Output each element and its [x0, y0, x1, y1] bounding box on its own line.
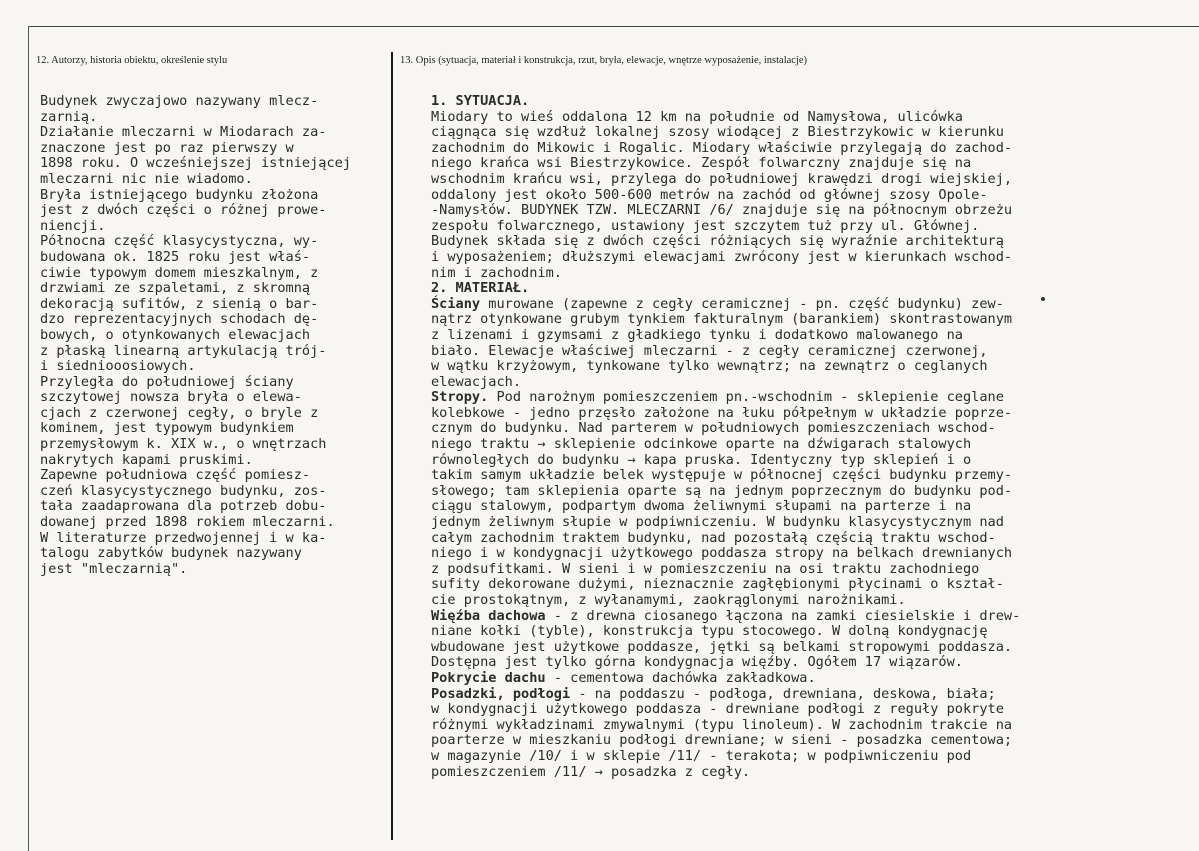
description-line	[431, 546, 1161, 562]
description-line-text: i wyposażeniem; dłuższymi elewacjami zwrócony jest w kierunkach wschod-	[431, 248, 1013, 265]
description-line-text: elewacjach.	[431, 373, 522, 390]
history-line: przemysłowym k. XIX w., o wnętrzach	[40, 436, 327, 453]
description-line-text: całym zachodnim traktem budynku, nad pozostałą częścią traktu wschod-	[431, 529, 996, 546]
description-line-heading: 2. MATERIAŁ.	[431, 280, 530, 297]
description-line	[431, 437, 1161, 453]
history-text	[40, 94, 385, 577]
history-line: ciwie typowym domem mieszkalnym, z	[40, 264, 319, 281]
section-13-heading: 13. Opis (sytuacja, materiał i konstrukcja, rzut, bryła, elewacje, wnętrze wyposażenie, instalacje)	[400, 55, 808, 66]
description-line	[431, 141, 1161, 157]
description-line-text: murowane (zapewne z cegły ceramicznej - pn. część budynku) zew-	[480, 295, 1004, 312]
description-line-text: pomieszczeniem /11/ → posadzka z cegły.	[431, 763, 751, 780]
history-line: kominem, jest typowym budynkiem	[40, 420, 294, 437]
description-line	[431, 718, 1161, 734]
history-line: 1898 roku. O wcześniejszej istniejącej	[40, 155, 351, 172]
description-line	[431, 749, 1161, 765]
history-line: mleczarni nic nie wiadomo.	[40, 170, 253, 187]
description-line	[431, 312, 1161, 328]
description-line-text: niane kołki (tyble), konstrukcja typu stocowego. W dolną kondygnację	[431, 623, 988, 640]
description-line	[431, 624, 1161, 640]
description-line	[431, 375, 1161, 391]
history-line: talogu zabytków budynek nazywany	[40, 545, 302, 562]
description-line-text: niego i w kondygnacji użytkowego poddasza stropy na belkach drewnianych	[431, 545, 1013, 562]
description-text	[431, 94, 1161, 780]
history-line: cjach z czerwonej cegły, o bryle z	[40, 404, 319, 421]
description-line-text: ciągu stalowym, podpartym dwoma żeliwnymi słupami na parterze i na	[431, 498, 972, 515]
description-line-text: cie prostokątnym, z wyłanamymi, zaokrąglonymi narożnikami.	[431, 592, 906, 608]
description-line	[431, 297, 1161, 313]
description-line-text: - z drewna ciosanego łączona na zamki ciesielskie i drew-	[545, 607, 1021, 624]
description-line-text: w wątku krzyżowym, tynkowane tylko wewnątrz; na zewnątrz o ceglanych	[431, 358, 988, 375]
description-line	[431, 562, 1161, 578]
description-line-text: w kondygnacji użytkowego poddasza - drewniane podłogi z reguły pokryte	[431, 701, 1004, 718]
history-line: Przyległa do południowej ściany	[40, 373, 294, 390]
description-line-heading: Więźba dachowa	[431, 607, 546, 624]
description-line	[431, 110, 1161, 126]
description-line-text: kolebkowe - jedno przęsło założone na łuku półpełnym w układzie poprze-	[431, 404, 1013, 421]
description-line	[431, 453, 1161, 469]
ink-speck	[1041, 297, 1045, 301]
description-line-text: wbudowane jest użytkowe poddasze, jętki są belkami stropowymi poddasza.	[431, 638, 1013, 655]
history-line: W literaturze przedwojennej i w ka-	[40, 529, 327, 546]
description-line-text: - cementowa dachówka zakładkowa.	[545, 669, 816, 686]
description-line-heading: Ściany	[431, 295, 481, 312]
description-line-text: oddalony jest około 500-600 metrów na zachód od głównej szosy Opole-	[431, 186, 988, 203]
form-frame-left	[28, 26, 29, 851]
description-line-text: Miodary to wieś oddalona 12 km na południe od Namysłowa, ulicówka	[431, 108, 963, 125]
description-line	[431, 421, 1161, 437]
history-line: Działanie mleczarni w Miodarach za-	[40, 124, 327, 141]
description-line	[431, 733, 1161, 749]
description-line-text: wschodnim krańcu wsi, przylega do południowej krawędzi drogi wiejskiej,	[431, 170, 1013, 187]
description-line-text: poarterze w mieszkaniu podłogi drewniane; w sieni - posadzka cementowa;	[431, 732, 1013, 749]
description-line	[431, 765, 1161, 781]
history-line: czeń klasycystycznego budynku, zos-	[40, 482, 327, 499]
description-line-text: -Namysłów. BUDYNEK TZW. MLECZARNI /6/ znajduje się na północnym obrzeżu	[431, 202, 1013, 219]
description-line	[431, 702, 1161, 718]
description-line	[431, 406, 1161, 422]
description-line	[431, 593, 1161, 609]
description-line-text: w magazynie /10/ i w sklepie /11/ - terakota; w podpiwniczeniu pod	[431, 747, 972, 764]
history-line: nakrytych kapami pruskimi.	[40, 451, 253, 468]
description-line	[431, 156, 1161, 172]
description-line	[431, 468, 1161, 484]
description-line-text: z podsufitkami. W sieni i w pomieszczeniu na osi traktu zachodniego	[431, 560, 980, 577]
description-line-text: Dostępna jest tylko górna kondygnacja więźby. Ogółem 17 wiązarów.	[431, 654, 963, 671]
description-line	[431, 671, 1161, 687]
description-line-heading: 1. SYTUACJA.	[431, 93, 530, 109]
description-line-text: słowego; tam sklepienia oparte są na jednym poprzecznym do budynku pod-	[431, 482, 1013, 499]
description-line-text: biało. Elewacje właściwej mleczarni - z cegły ceramicznej czerwonej,	[431, 342, 988, 359]
description-line	[431, 499, 1161, 515]
description-line-text: ciągnąca się wzdłuż lokalnej szosy wiodącej z Biestrzykowic w kierunku	[431, 124, 1004, 141]
description-line	[431, 655, 1161, 671]
history-line: tała zaadaprowana dla potrzeb dobu-	[40, 498, 327, 515]
description-line-text: niego krańca wsi Biestrzykowice. Zespół folwarczny znajduje się na	[431, 155, 972, 172]
description-line	[431, 390, 1161, 406]
description-line	[431, 484, 1161, 500]
description-line	[431, 125, 1161, 141]
description-line-text: różnymi wykładzinami zmywalnymi (typu linoleum). W zachodnim trakcie na	[431, 716, 1013, 733]
description-line	[431, 234, 1161, 250]
description-line-text: zespołu folwarcznego, ustawiony jest szczytem tuż przy ul. Głównej.	[431, 217, 980, 234]
description-line-text: - na poddaszu - podłoga, drewniana, deskowa, biała;	[570, 685, 996, 702]
description-line	[431, 266, 1161, 282]
history-line: Zapewne południowa część pomiesz-	[40, 467, 311, 484]
history-line: jest z dwóch części o różnej prowe-	[40, 202, 327, 219]
description-line-text: nim i zachodnim.	[431, 264, 562, 281]
history-line: niencji.	[40, 217, 106, 234]
history-line: bowych, o otynkowanych elewacjach	[40, 326, 311, 343]
description-line	[431, 687, 1161, 703]
description-line	[431, 640, 1161, 656]
description-line-text: Budynek składa się z dwóch części różniących się wyraźnie architekturą	[431, 233, 1004, 250]
description-line-text: sufity dekorowane dużymi, nieznacznie zagłębionymi płycinami o kształ-	[431, 576, 1004, 593]
history-line: z płaską linearną artykulacją trój-	[40, 342, 327, 359]
description-line-text: cznym do budynku. Nad parterem w południowych pomieszczeniach wschod-	[431, 420, 996, 437]
description-line-text: zachodnim do Mikowic i Rogalic. Miodary właściwie przylegają do zachod-	[431, 139, 1013, 156]
description-line-text: niego traktu → sklepienie odcinkowe oparte na dźwigarach stalowych	[431, 436, 972, 453]
description-line	[431, 609, 1161, 625]
history-line: jest "mleczarnią".	[40, 560, 188, 577]
description-line-text: z lizenami i gzymsami z gładkiego tynku i dodatkowo malowanego na	[431, 326, 963, 343]
description-line-text: jednym żeliwnym słupie w podpiwniczeniu. W budynku klasycystycznym nad	[431, 514, 1004, 531]
history-line: znaczone jest po raz pierwszy w	[40, 139, 294, 156]
history-line: dowanej przed 1898 rokiem mleczarni.	[40, 514, 335, 531]
description-line	[431, 94, 1161, 110]
description-line-text: nątrz otynkowane grubym tynkiem fakturalnym (barankiem) skontrastowanym	[431, 311, 1013, 328]
description-line	[431, 344, 1161, 360]
history-line: szczytowej nowsza bryła o elewa-	[40, 389, 302, 406]
description-line-heading: Pokrycie dachu	[431, 669, 546, 686]
history-line: Budynek zwyczajowo nazywany mlecz-	[40, 93, 319, 109]
description-line-heading: Posadzki, podłogi	[431, 685, 571, 702]
section-12-heading: 12. Autorzy, historia obiektu, określenie stylu	[36, 55, 228, 66]
history-line: zarnią.	[40, 108, 98, 125]
description-line-text: takim samym układzie belek występuje w północnej części budynku przemy-	[431, 467, 1013, 484]
history-line: dekoracją sufitów, z sienią o bar-	[40, 295, 319, 312]
history-line: Bryła istniejącego budynku złożona	[40, 186, 319, 203]
history-line: dzo reprezentacyjnych schodach dę-	[40, 311, 319, 328]
description-line	[431, 172, 1161, 188]
history-line: i siedniooosiowych.	[40, 358, 196, 375]
description-line	[431, 188, 1161, 204]
description-line	[431, 531, 1161, 547]
description-line	[431, 281, 1161, 297]
description-line	[431, 359, 1161, 375]
history-line: budowana ok. 1825 roku jest właś-	[40, 248, 311, 265]
description-line-heading: Stropy.	[431, 389, 489, 406]
description-line-text: Pod narożnym pomieszczeniem pn.-wschodnim - sklepienie ceglane	[488, 389, 1004, 406]
description-line	[431, 250, 1161, 266]
description-line	[431, 219, 1161, 235]
form-frame-top	[28, 26, 1199, 27]
description-line	[431, 328, 1161, 344]
description-line	[431, 577, 1161, 593]
history-line: drzwiami ze szpaletami, z skromną	[40, 280, 311, 297]
description-line	[431, 515, 1161, 531]
description-line	[431, 203, 1161, 219]
description-line-text: równoległych do budynku → kapa pruska. Identyczny typ sklepień i o	[431, 451, 972, 468]
history-line: Północna część klasycystyczna, wy-	[40, 233, 319, 250]
column-divider	[391, 52, 393, 840]
